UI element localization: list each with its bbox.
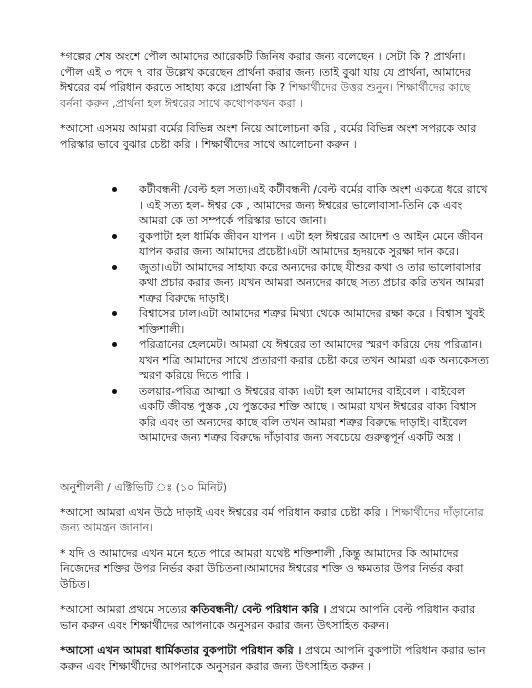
activity-stand-paragraph <box>60 505 490 536</box>
intro-prayer-instruction: শিক্ষার্থীদের উত্তর শুনুন। শিক্ষার্থীদের কাছে বর্ননা করুন ,প্রার্থনা হল ঈশ্বরের সাথে কথোপকথন করা । <box>60 81 471 110</box>
activity-strength-paragraph: * যদি ও আমাদের এখন মনে হতে পারে আমরা যথেষ্ট শক্তিশালী ,কিন্তু আমাদের কি আমাদের নিজেদের শক্তির উপর নির্ভর করা উচিতনা।আমাদের ঈশ্বরের শক্তি ও ক্ষমতার উপর নির্ভর করা উচিত। <box>60 546 464 591</box>
activity-breastplate-bold: *আসো এখন আমরা ধার্মিকতার বুকপাটা পরিধান করি । <box>60 644 302 657</box>
activity-stand-instruction: শিক্ষার্থীদের দাঁড়ানোর জন্য আমন্ত্রন জানান। <box>60 505 484 534</box>
activity-breastplate-paragraph <box>60 643 490 674</box>
document-page <box>60 0 490 674</box>
list-item-shield: বিশ্বাসের ঢাল।এটা আমাদের শত্রুর মিথ্যা থেকে আমাদের রক্ষা করে । বিশ্বাস খুবই শক্তিশালী। <box>112 306 490 337</box>
activity-stand-text: *আসো আমরা এখন উঠে দাড়াই এবং ঈশ্বরের বর্ম পরিধান করার চেষ্টা করি । <box>60 505 389 519</box>
list-item-shoes: জুতা।এটা আমাদের সাহায্য করে অন্যদের কাছে যীশুর কথা ও তার ভালোবাসার কথা প্রচার করার জন্য ।যখন আমরা অন্যদের কাছে সত্য প্রচার করি তখন আমরা শত্রুর বিরুদ্ধে দাড়াই। <box>112 260 490 307</box>
list-item-sword: তলয়ার-পবিত্র আত্মা ও ঈশ্বরের বাক্য ।এটা হল আমাদের বাইবেল । বাইবেল একটি জীবন্ত পুস্তক ,যে পুস্তকের শক্তি আছে । আমরা যখন ঈশ্বরের বাক্য বিশ্বাস করি এবং তা অন্যদের কাছে বলি তখন আমরা শত্রুর বিরুদ্ধে দাড়াই। বাইবেল আমাদের জন্য শত্রুর বিরুদ্ধে দাঁড়াবার জন্য সবচেয়ে গুরুত্বপূর্ন একটি অস্ত্র । <box>112 384 490 446</box>
intro-prayer-text: *গল্পের শেষ অংশে পৌল আমাদের আরেকটি জিনিষ করার জন্য বলেছেন । সেটা কি ? প্রার্থনা। পৌল এই ৩ পদে ৭ বার উল্লেখ করেছেন প্রার্থনা করার জন্য ।তাই বুঝা যায় যে প্রার্থনা, আমাদের ঈশ্বরের বর্ম পরিধান করতে সাহায্য করে ।প্রার্থনা কি ? <box>60 50 472 94</box>
intro-prayer-paragraph <box>60 49 490 111</box>
armor-list <box>112 182 490 446</box>
activity-breastplate-instruction: প্রথমে আপনি বুকপাটা পরিধান করার ভান করুন এবং শিক্ষার্থীদের আপনাকে অনুসরন করার জন্য উৎসাহিত করুন । <box>60 644 486 673</box>
activity-belt-paragraph <box>60 602 490 633</box>
list-item-breastplate: বুকপাটা হল ধার্মিক জীবন যাপন । এটা হল ঈশ্বরের আদেশ ও আইন মেনে জীবন যাপন করার জন্য আমাদের প্রচেষ্টা।এটা আমাদের হৃদয়কে সুরক্ষা দান করে। <box>112 229 490 260</box>
list-item-belt: কটীবন্ধনী /বেল্ট হল সত্য।এই কটীবন্ধনী /বেল্ট বর্মের বাকি অংশ একত্রে ধরে রাখে । এই সত্য হল- ঈশ্বর কে , আমাদের জন্য ঈশ্বরের ভালোবাসা-তিনি কে এবং আমরা কে তা সম্পর্কে পরিস্কার ভাবে জানা। <box>112 182 490 229</box>
activity-belt-lead: *আসো আমরা প্রথমে সত্যের <box>60 603 191 616</box>
intro-armor-discussion: *আসো এসময় আমরা বর্মের বিভিন্ন অংশ নিয়ে আলোচনা করি , বর্মের বিভিন্ন অংশ সপরকে আর পরিস্কার ভাবে বুঝার চেষ্টা করি । শিক্ষার্থীদের সাথে আলোচনা করুন । <box>60 122 477 151</box>
list-item-helmet: পরিত্রানের হেলমেট। আমরা যে ঈশ্বরের তা আমাদের স্মরণ করিয়ে দেয় পরিত্রান। যখন শত্রি আমাদের সাথে প্রতারণা করার চেষ্টা করে তখন আমরা এক অন্যকেসত্য স্মরণ করিয়ে দিতে পারি । <box>112 337 490 384</box>
activity-belt-instruction: প্রথমে আপনি বেল্ট পরিধান করার ভান করুন এবং শিক্ষার্থীদের আপনাকে অনুসরন করার জন্য উৎসাহিত করুন। <box>60 603 476 632</box>
activity-heading: অনুশীলনী / এক্টিভিটি ঃ (১০ মিনিট) <box>60 480 228 494</box>
activity-belt-bold: কতিবন্ধনী/ বেল্ট পরিধান করি । <box>190 603 327 616</box>
